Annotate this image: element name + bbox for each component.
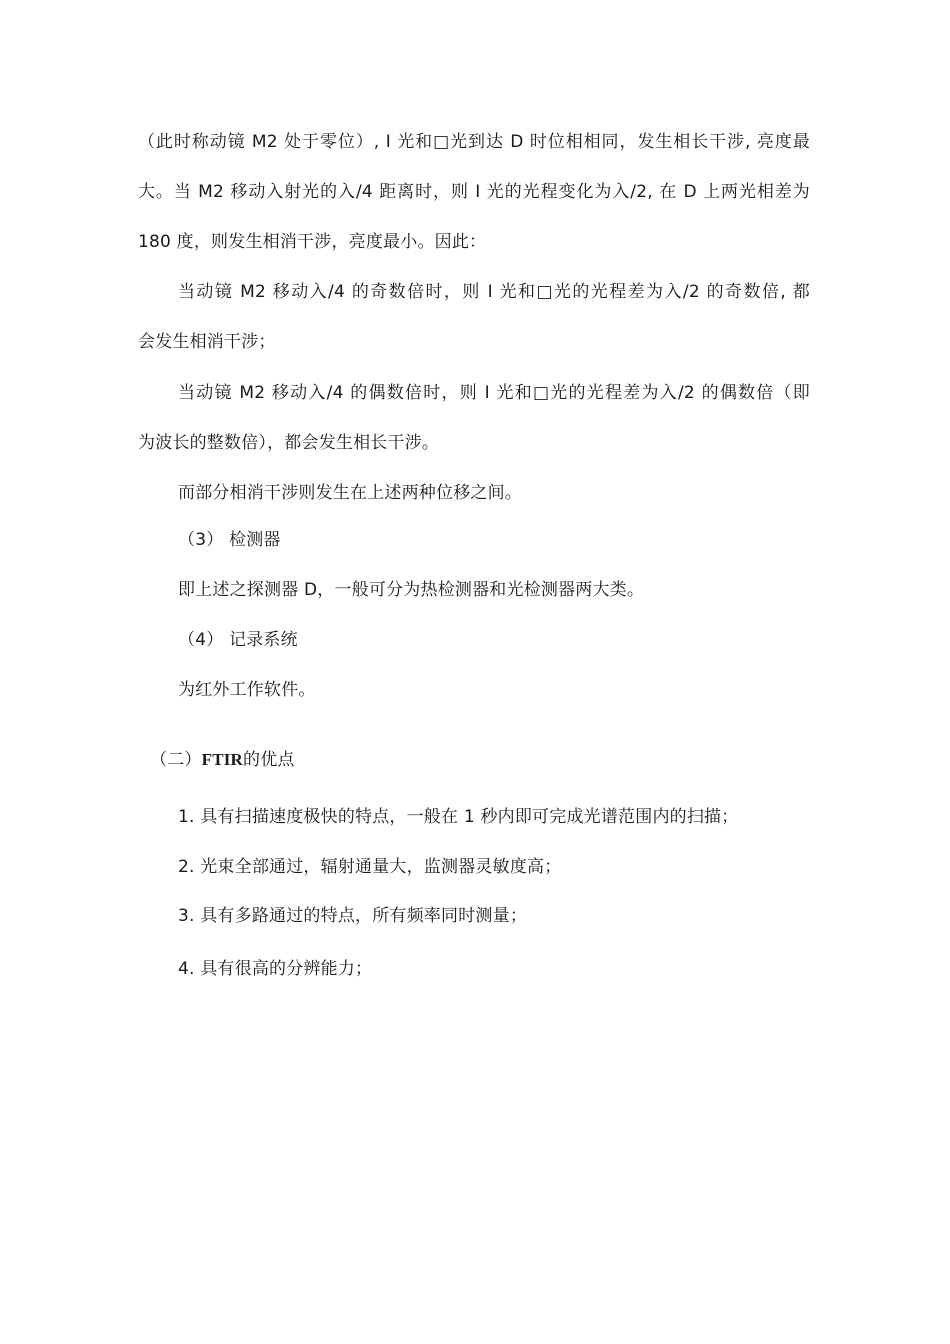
list-item: 2. 光束全部通过，辐射通量大，监测器灵敏度高； [178, 857, 562, 877]
paragraph-line: 会发生相消干涉； [138, 332, 276, 352]
paragraph-line: 即上述之探测器 D，一般可分为热检测器和光检测器两大类。 [178, 580, 645, 600]
list-item: 1. 具有扫描速度极快的特点，一般在 1 秒内即可完成光谱范围内的扫描； [178, 807, 739, 827]
paragraph-line: 当动镜 M2 移动入/4 的奇数倍时，则 I 光和□光的光程差为入/2 的奇数倍, 都 [178, 282, 810, 302]
paragraph-line: 大。当 M2 移动入射光的入/4 距离时，则 I 光的光程变化为入/2, 在 D 上两光相差为 [138, 182, 810, 202]
section-heading-suffix: 的优点 [243, 750, 295, 770]
list-item: 3. 具有多路通过的特点，所有频率同时测量； [178, 906, 528, 926]
section-heading-bold: FTIR [201, 750, 244, 769]
section-heading [150, 748, 295, 772]
paragraph-line: 180 度，则发生相消干涉，亮度最小。因此： [138, 232, 487, 252]
list-item: 4. 具有很高的分辨能力； [178, 959, 373, 979]
paragraph-line: 当动镜 M2 移动入/4 的偶数倍时，则 I 光和□光的光程差为入/2 的偶数倍（即 [178, 383, 810, 403]
paragraph-line: 为红外工作软件。 [178, 680, 316, 700]
paragraph-line: 为波长的整数倍），都会发生相长干涉。 [138, 433, 440, 453]
subheading-recording-system: （4） 记录系统 [178, 630, 298, 650]
subheading-detector: （3） 检测器 [178, 530, 281, 550]
paragraph-line: 而部分相消干涉则发生在上述两种位移之间。 [178, 483, 522, 503]
paragraph-line: （此时称动镜 M2 处于零位）, I 光和□光到达 D 时位相相同，发生相长干涉, 亮度最 [138, 132, 810, 152]
section-heading-prefix: （二） [150, 750, 202, 770]
